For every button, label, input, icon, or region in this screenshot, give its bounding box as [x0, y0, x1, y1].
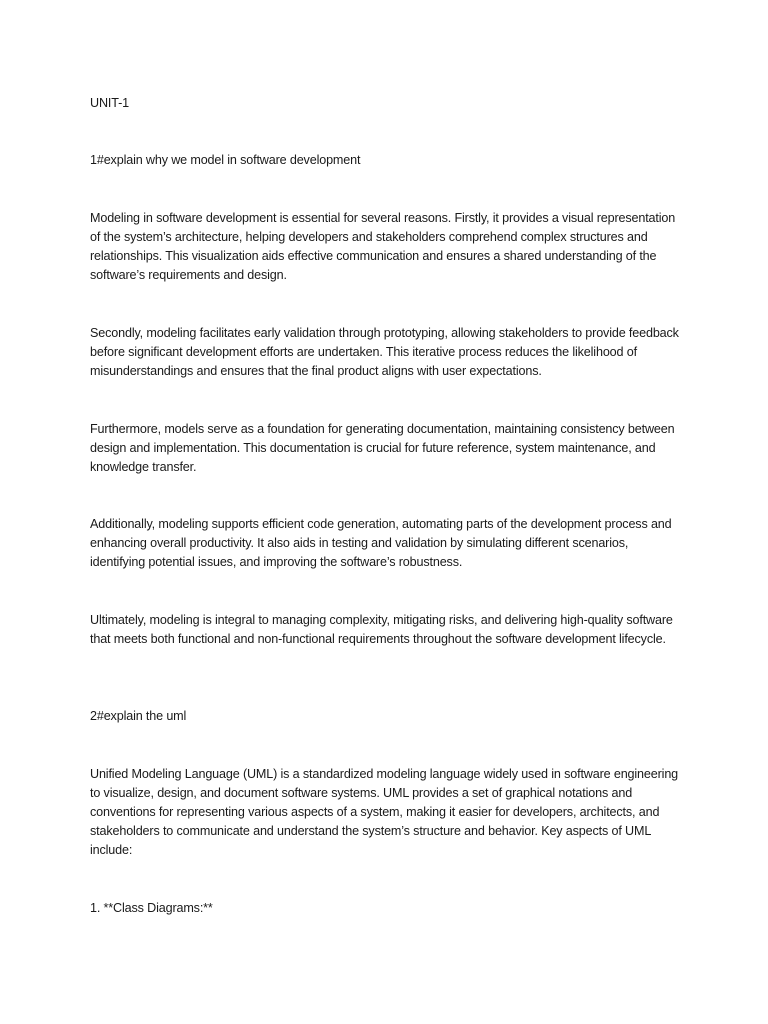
paragraph-code-generation: Additionally, modeling supports efficient code generation, automating parts of the development process and enhancing overall productivity. It also aids in testing and validation by simulating different scenarios, identifying potential issues, and improving the software’s robustness.: [90, 517, 672, 569]
paragraph-uml-definition: Unified Modeling Language (UML) is a standardized modeling language widely used in software engineering to visualize, design, and document software systems. UML provides a set of graphical notations and conventions for representing various aspects of a system, making it easier for developers, architects, and stakeholders to communicate and understand the system’s structure and behavior. Key aspects of UML include:: [90, 767, 679, 857]
paragraph-modeling-reasons: Modeling in software development is essential for several reasons. Firstly, it provides a visual representation of the system’s architecture, helping developers and stakeholders comprehend complex structures and relationships. This visualization aids effective communication and ensures a shared understanding of the software’s requirements and design.: [90, 211, 676, 282]
question-2-heading: 2#explain the uml: [90, 709, 187, 723]
unit-heading: UNIT-1: [90, 96, 129, 110]
list-item-class-diagrams: 1. **Class Diagrams:**: [90, 901, 213, 915]
question-1-heading: 1#explain why we model in software development: [90, 153, 361, 167]
paragraph-documentation: Furthermore, models serve as a foundation for generating documentation, maintaining consistency between design and implementation. This documentation is crucial for future reference, system maintenance, and knowledge transfer.: [90, 422, 675, 474]
paragraph-early-validation: Secondly, modeling facilitates early validation through prototyping, allowing stakeholders to provide feedback before significant development efforts are undertaken. This iterative process reduces the likelihood of misunderstandings and ensures that the final product aligns with user expectations.: [90, 326, 679, 378]
paragraph-managing-complexity: Ultimately, modeling is integral to managing complexity, mitigating risks, and delivering high-quality software that meets both functional and non-functional requirements throughout the software development lifecycle.: [90, 613, 673, 646]
